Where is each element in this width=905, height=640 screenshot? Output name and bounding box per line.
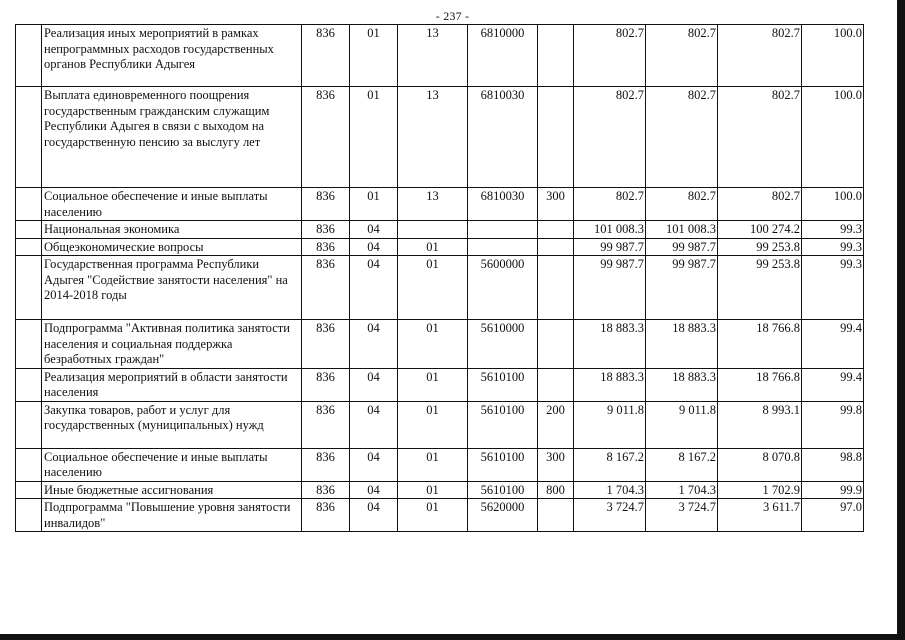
approved-amount: 99 987.7 — [574, 256, 646, 320]
section-code: 01 — [350, 25, 398, 87]
approved-amount: 9 011.8 — [574, 401, 646, 448]
section-code: 04 — [350, 401, 398, 448]
scan-border-bottom — [0, 634, 905, 640]
executed-amount: 3 611.7 — [718, 499, 802, 532]
margin-cell — [16, 481, 42, 499]
target-article-code: 5610100 — [468, 401, 538, 448]
admin-code: 836 — [302, 368, 350, 401]
section-code: 04 — [350, 256, 398, 320]
revised-amount: 3 724.7 — [646, 499, 718, 532]
executed-amount: 8 993.1 — [718, 401, 802, 448]
approved-amount: 802.7 — [574, 188, 646, 221]
table-row — [16, 481, 864, 499]
admin-code: 836 — [302, 256, 350, 320]
subsection-code: 01 — [398, 499, 468, 532]
table-row — [16, 238, 864, 256]
approved-amount: 3 724.7 — [574, 499, 646, 532]
admin-code: 836 — [302, 25, 350, 87]
target-article-code — [468, 221, 538, 239]
row-name: Национальная экономика — [42, 221, 302, 239]
section-code: 04 — [350, 368, 398, 401]
target-article-code — [468, 238, 538, 256]
executed-amount: 99 253.8 — [718, 238, 802, 256]
subsection-code — [398, 221, 468, 239]
section-code: 01 — [350, 87, 398, 188]
approved-amount: 1 704.3 — [574, 481, 646, 499]
revised-amount: 8 167.2 — [646, 448, 718, 481]
approved-amount: 18 883.3 — [574, 320, 646, 369]
execution-percent: 99.4 — [802, 368, 864, 401]
table-row — [16, 221, 864, 239]
table-row — [16, 499, 864, 532]
execution-percent: 99.4 — [802, 320, 864, 369]
margin-cell — [16, 499, 42, 532]
target-article-code: 5610000 — [468, 320, 538, 369]
expense-type-code: 300 — [538, 188, 574, 221]
table-row — [16, 25, 864, 87]
table-row — [16, 256, 864, 320]
execution-percent: 100.0 — [802, 25, 864, 87]
row-name: Реализация иных мероприятий в рамках непрограммных расходов государственных органов Республики Адыгея — [42, 25, 302, 87]
expense-type-code — [538, 87, 574, 188]
revised-amount: 802.7 — [646, 87, 718, 188]
subsection-code: 01 — [398, 448, 468, 481]
approved-amount: 8 167.2 — [574, 448, 646, 481]
margin-cell — [16, 221, 42, 239]
executed-amount: 8 070.8 — [718, 448, 802, 481]
table-row — [16, 401, 864, 448]
execution-percent: 100.0 — [802, 188, 864, 221]
execution-percent: 99.3 — [802, 256, 864, 320]
margin-cell — [16, 368, 42, 401]
row-name: Подпрограмма "Повышение уровня занятости инвалидов" — [42, 499, 302, 532]
admin-code: 836 — [302, 481, 350, 499]
margin-cell — [16, 448, 42, 481]
subsection-code: 13 — [398, 87, 468, 188]
executed-amount: 802.7 — [718, 25, 802, 87]
row-name: Общеэкономические вопросы — [42, 238, 302, 256]
expense-type-code: 200 — [538, 401, 574, 448]
execution-percent: 98.8 — [802, 448, 864, 481]
subsection-code: 13 — [398, 25, 468, 87]
revised-amount: 99 987.7 — [646, 238, 718, 256]
table-row — [16, 368, 864, 401]
approved-amount: 802.7 — [574, 25, 646, 87]
executed-amount: 802.7 — [718, 188, 802, 221]
expense-type-code: 300 — [538, 448, 574, 481]
execution-percent: 99.3 — [802, 221, 864, 239]
executed-amount: 18 766.8 — [718, 368, 802, 401]
approved-amount: 99 987.7 — [574, 238, 646, 256]
target-article-code: 5610100 — [468, 368, 538, 401]
admin-code: 836 — [302, 87, 350, 188]
subsection-code: 01 — [398, 368, 468, 401]
subsection-code: 01 — [398, 481, 468, 499]
expense-type-code: 800 — [538, 481, 574, 499]
section-code: 04 — [350, 221, 398, 239]
target-article-code: 5620000 — [468, 499, 538, 532]
approved-amount: 101 008.3 — [574, 221, 646, 239]
admin-code: 836 — [302, 221, 350, 239]
admin-code: 836 — [302, 238, 350, 256]
target-article-code: 6810030 — [468, 188, 538, 221]
row-name: Выплата единовременного поощрения государственным гражданским служащим Республики Адыгея в связи с выходом на государственную пенсию за выслугу лет — [42, 87, 302, 188]
subsection-code: 01 — [398, 401, 468, 448]
table-row — [16, 188, 864, 221]
revised-amount: 1 704.3 — [646, 481, 718, 499]
row-name: Социальное обеспечение и иные выплаты населению — [42, 188, 302, 221]
subsection-code: 13 — [398, 188, 468, 221]
table-row — [16, 87, 864, 188]
approved-amount: 18 883.3 — [574, 368, 646, 401]
revised-amount: 18 883.3 — [646, 368, 718, 401]
executed-amount: 18 766.8 — [718, 320, 802, 369]
expense-type-code — [538, 238, 574, 256]
admin-code: 836 — [302, 401, 350, 448]
margin-cell — [16, 25, 42, 87]
revised-amount: 18 883.3 — [646, 320, 718, 369]
subsection-code: 01 — [398, 256, 468, 320]
margin-cell — [16, 401, 42, 448]
expense-type-code — [538, 499, 574, 532]
subsection-code: 01 — [398, 320, 468, 369]
executed-amount: 99 253.8 — [718, 256, 802, 320]
table-row — [16, 320, 864, 369]
target-article-code: 5610100 — [468, 448, 538, 481]
row-name: Социальное обеспечение и иные выплаты населению — [42, 448, 302, 481]
revised-amount: 9 011.8 — [646, 401, 718, 448]
execution-percent: 99.8 — [802, 401, 864, 448]
target-article-code: 5610100 — [468, 481, 538, 499]
row-name: Реализация мероприятий в области занятости населения — [42, 368, 302, 401]
section-code: 04 — [350, 481, 398, 499]
revised-amount: 101 008.3 — [646, 221, 718, 239]
target-article-code: 5600000 — [468, 256, 538, 320]
executed-amount: 100 274.2 — [718, 221, 802, 239]
budget-table — [15, 24, 864, 532]
expense-type-code — [538, 256, 574, 320]
subsection-code: 01 — [398, 238, 468, 256]
execution-percent: 99.9 — [802, 481, 864, 499]
section-code: 01 — [350, 188, 398, 221]
revised-amount: 802.7 — [646, 25, 718, 87]
approved-amount: 802.7 — [574, 87, 646, 188]
revised-amount: 802.7 — [646, 188, 718, 221]
margin-cell — [16, 87, 42, 188]
section-code: 04 — [350, 448, 398, 481]
target-article-code: 6810000 — [468, 25, 538, 87]
row-name: Закупка товаров, работ и услуг для государственных (муниципальных) нужд — [42, 401, 302, 448]
scan-border-right — [897, 0, 905, 640]
expense-type-code — [538, 368, 574, 401]
margin-cell — [16, 188, 42, 221]
section-code: 04 — [350, 238, 398, 256]
margin-cell — [16, 256, 42, 320]
revised-amount: 99 987.7 — [646, 256, 718, 320]
admin-code: 836 — [302, 188, 350, 221]
target-article-code: 6810030 — [468, 87, 538, 188]
expense-type-code — [538, 320, 574, 369]
execution-percent: 100.0 — [802, 87, 864, 188]
row-name: Иные бюджетные ассигнования — [42, 481, 302, 499]
execution-percent: 99.3 — [802, 238, 864, 256]
table-body — [16, 25, 864, 532]
row-name: Государственная программа Республики Адыгея "Содействие занятости населения" на 2014-2018 годы — [42, 256, 302, 320]
expense-type-code — [538, 221, 574, 239]
expense-type-code — [538, 25, 574, 87]
margin-cell — [16, 238, 42, 256]
section-code: 04 — [350, 499, 398, 532]
execution-percent: 97.0 — [802, 499, 864, 532]
admin-code: 836 — [302, 448, 350, 481]
table-row — [16, 448, 864, 481]
page-number: - 237 - — [435, 9, 470, 23]
executed-amount: 1 702.9 — [718, 481, 802, 499]
row-name: Подпрограмма "Активная политика занятости населения и социальная поддержка безработных граждан" — [42, 320, 302, 369]
admin-code: 836 — [302, 320, 350, 369]
margin-cell — [16, 320, 42, 369]
admin-code: 836 — [302, 499, 350, 532]
section-code: 04 — [350, 320, 398, 369]
executed-amount: 802.7 — [718, 87, 802, 188]
